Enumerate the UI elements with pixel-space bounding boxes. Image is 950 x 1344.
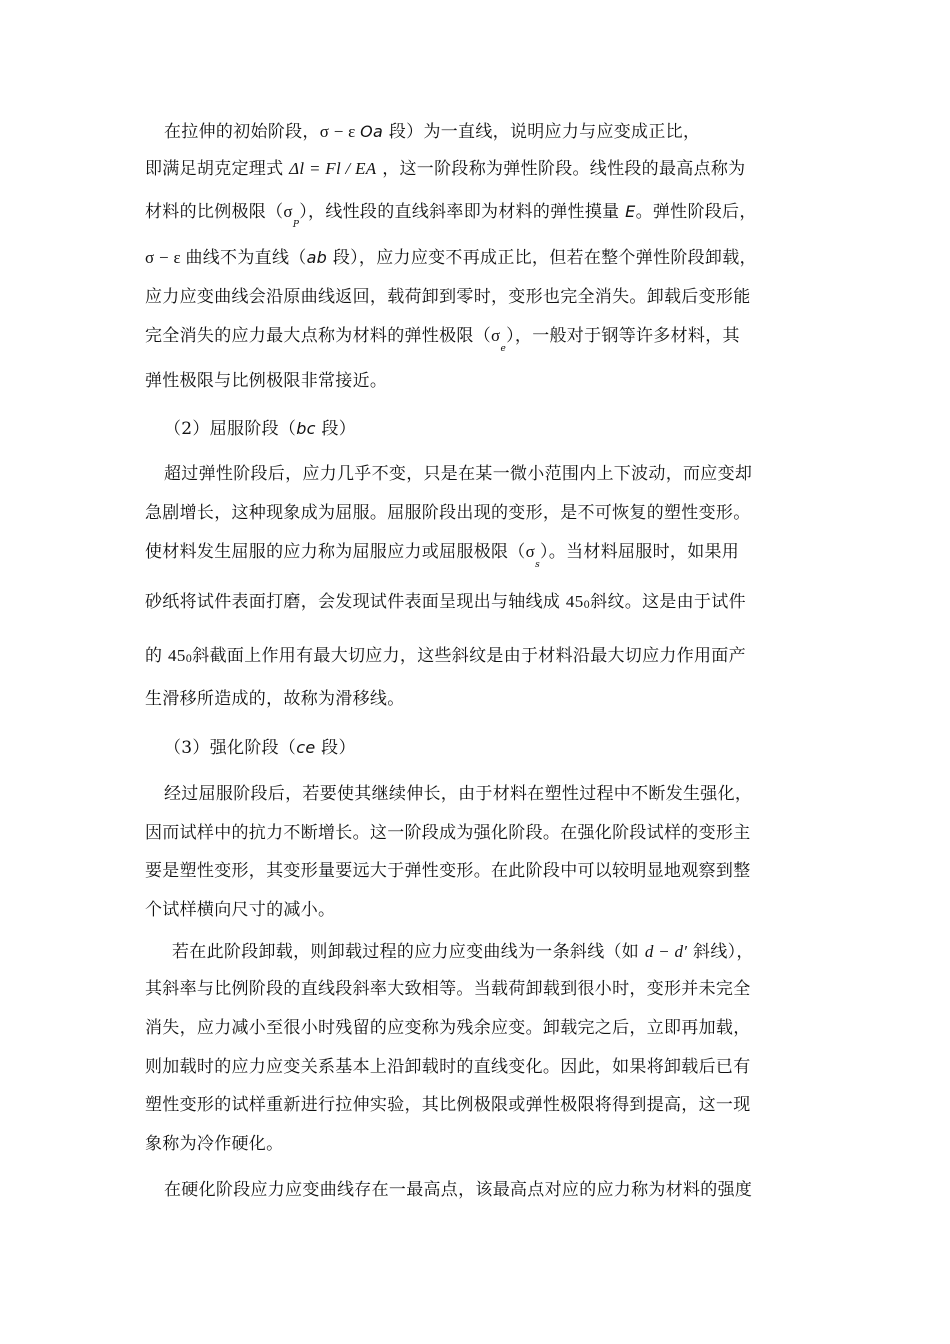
math-segment: σ [491,326,501,345]
text-segment: 曲线不为直线（ [185,248,307,268]
text-segment: 段），应力应变不再成正比，但若在整个弹性阶段卸载， [327,248,757,268]
text-segment: 砂纸将试件表面打磨，会发现试件表面呈现出与轴线成 [145,592,566,612]
text-segment: 消失，应力减小至很小时残留的应变称为残余应变。卸载完之后，立即再加载， [145,1018,751,1038]
italic-segment: ce [296,738,316,757]
subscript: e [500,344,507,354]
text-segment: 使材料发生屈服的应力称为屈服应力或屈服极限（ [145,542,526,562]
paragraph-line [145,158,815,180]
text-segment: 经过屈服阶段后，若要使其继续伸长，由于材料在塑性过程中不断发生强化， [164,784,753,804]
math-segment: 45 [168,646,186,665]
text-segment: ），一般对于钢等许多材料，其 [506,326,740,346]
text-segment: 生滑移所造成的，故称为滑移线。 [145,689,405,709]
text-segment: 的 [145,646,169,666]
text-segment: （2）屈服阶段（ [164,419,297,439]
math-segment: σ − ε [319,122,361,141]
paragraph-line [145,247,815,269]
paragraph-line [164,783,815,805]
text-segment: 段） [315,738,356,758]
text-segment: ，这一阶段称为弹性阶段。线性段的最高点称为 [376,159,746,179]
text-segment: 。弹性阶段后， [635,202,757,222]
text-segment: 因而试样中的抗力不断增长。这一阶段成为强化阶段。在强化阶段试样的变形主 [145,823,751,843]
paragraph-line [145,502,815,524]
text-segment: 弹性极限与比例极限非常接近。 [145,371,388,391]
paragraph-line [145,860,815,882]
text-segment: 超过弹性阶段后，应力几乎不变，只是在某一微小范围内上下波动，而应变却 [164,464,753,484]
paragraph-line [145,645,815,670]
paragraph-line [164,463,815,485]
section-heading [164,418,834,440]
text-segment: （3）强化阶段（ [164,738,297,758]
text-segment: 段）为一直线，说明应力与应变成正比， [383,122,701,142]
text-segment: 其斜率与比例阶段的直线段斜率大致相等。当载荷卸载到很小时，变形并未完全 [145,979,751,999]
text-segment: 完全消失的应力最大点称为材料的弹性极限（ [145,326,491,346]
paragraph-line [145,286,815,308]
paragraph-line [145,1094,815,1116]
italic-segment: Oa [360,122,384,141]
text-segment: 即满足胡克定理式 [145,159,290,179]
paragraph-line [172,941,815,963]
paragraph-line [164,121,815,143]
text-segment: 应力应变曲线会沿原曲线返回，载荷卸到零时，变形也完全消失。卸载后变形能 [145,287,751,307]
text-segment: 斜截面上作用有最大切应力，这些斜纹是由于材料沿最大切应力作用面产 [192,646,746,666]
math-segment: 45 [565,592,584,611]
paragraph-line [145,541,815,570]
math-segment: σ [525,542,536,561]
paragraph-line [145,978,815,1000]
subscript: s [535,560,540,570]
degree-mark: 0 [583,600,591,611]
text-segment: 则加载时的应力应变关系基本上沿卸载时的直线变化。因此，如果将卸载后已有 [145,1057,751,1077]
text-segment: 斜线）， [687,942,754,962]
text-segment: 在硬化阶段应力应变曲线存在一最高点，该最高点对应的应力称为材料的强度 [164,1180,753,1200]
text-segment: 急剧增长，这种现象成为屈服。屈服阶段出现的变形，是不可恢复的塑性变形。 [145,503,751,523]
text-segment: 要是塑性变形，其变形量要远大于弹性变形。在此阶段中可以较明显地观察到整 [145,861,751,881]
text-segment: 象称为冷作硬化。 [145,1134,284,1154]
text-segment: 若在此阶段卸载，则卸载过程的应力应变曲线为一条斜线（如 [172,942,645,962]
math-segment: Δl = Fl / EA [289,159,377,178]
italic-segment: E [625,202,636,221]
paragraph-line [145,1133,815,1155]
text-segment: 塑性变形的试样重新进行拉伸实验，其比例极限或弹性极限将得到提高，这一现 [145,1095,751,1115]
text-segment: ），线性段的直线斜率即为材料的弹性摸量 [299,202,626,222]
text-segment: 斜纹。这是由于试件 [590,592,746,612]
paragraph-line [145,1017,815,1039]
subscript: P [292,220,300,230]
text-segment: ）。当材料屈服时，如果用 [540,542,740,562]
italic-segment: ab [306,248,328,267]
text-segment: 个试样横向尺寸的减小。 [145,900,336,920]
math-segment: σ − ε [145,248,186,267]
paragraph-line [145,1056,815,1078]
section-heading [164,737,834,759]
paragraph-line [145,325,815,354]
math-segment: d − d′ [644,942,688,961]
text-segment: 在拉伸的初始阶段， [164,122,320,142]
paragraph-line [164,1179,815,1201]
text-segment: 材料的比例极限（ [145,202,284,222]
paragraph-line [145,822,815,844]
italic-segment: bc [296,419,316,438]
math-segment: σ [283,202,293,221]
paragraph-line [145,899,815,921]
paragraph-line [145,591,815,616]
paragraph-line [145,370,815,392]
paragraph-line [145,688,815,710]
degree-mark: 0 [185,654,193,665]
text-segment: 段） [315,419,357,439]
paragraph-line [145,201,815,230]
